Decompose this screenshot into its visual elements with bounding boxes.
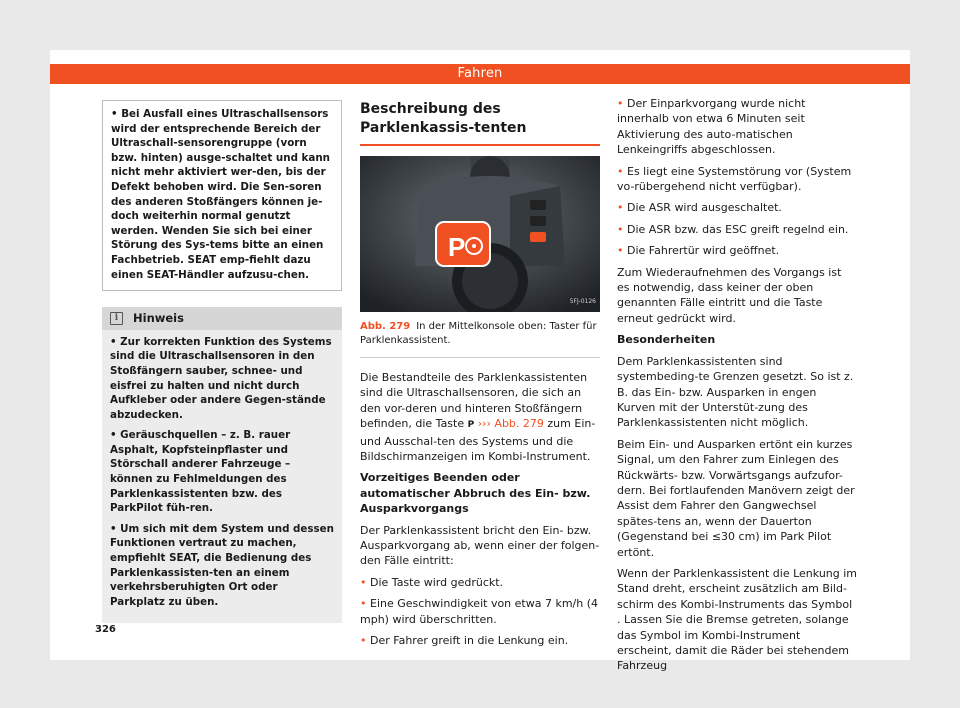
note-item: • Zur korrekten Funktion des Systems sind die Ultraschallsensoren in den Stoßfängern sauber, schnee- und eisfrei zu halten und nicht durch Aufkleber oder andere Gegen-stände abzudecken. bbox=[110, 335, 332, 421]
bullet-icon: • bbox=[110, 335, 121, 348]
bullet-icon: • bbox=[617, 97, 627, 110]
list-item: • Die ASR bzw. das ESC greift regelnd ein. bbox=[617, 222, 849, 236]
figure-reference-link[interactable]: ››› Abb. 279 bbox=[477, 417, 544, 431]
figure-code: 5FJ-0126 bbox=[569, 297, 596, 305]
page-number: 326 bbox=[95, 624, 116, 635]
caption-label: Abb. 279 bbox=[360, 321, 411, 332]
info-icon: i bbox=[110, 312, 123, 325]
section-heading: Beschreibung des Parklenkassis-tenten bbox=[360, 101, 527, 136]
note-box bbox=[102, 307, 342, 623]
list-item: • Der Fahrer greift in die Lenkung ein. bbox=[360, 634, 569, 648]
bullet-icon: • bbox=[360, 575, 370, 589]
park-assist-button-icon: P bbox=[467, 420, 475, 431]
bullet-icon: • bbox=[110, 522, 121, 535]
list-item: • Die Taste wird gedrückt. bbox=[360, 575, 504, 589]
bullet-icon: • bbox=[617, 244, 627, 258]
paragraph: Zum Wiederaufnehmen des Vorgangs ist es notwendig, dass keiner der oben genannten Fälle eintritt und die Taste erneut gedrückt wird. bbox=[617, 265, 842, 325]
center-console-illustration bbox=[360, 156, 600, 312]
section-header: Fahren bbox=[50, 64, 910, 84]
paragraph: Dem Parklenkassistenten sind systembeding-te Grenzen gesetzt. So ist z. B. das Ein- bzw. Ausparken in engen Kurven mit der Unterstüt-zung des Parklenkassistenten nicht möglich. bbox=[617, 354, 854, 430]
paragraph: Beim Ein- und Ausparken ertönt ein kurzes Signal, um den Fahrer zum Einlegen des Rückwärts- bzw. Vorwärtsgangs aufzufor-dern. Bei fortlaufenden Manövern zeigt der Assist dem Fahrer den Gangwechsel spätes-tens an, wenn der Dauerton (Gegenstand bei ≤30 cm) im Park Pilot ertönt. bbox=[617, 437, 855, 559]
paragraph: Die Bestandteile des Parklenkassistenten sind die Ultraschallsensoren, die sich an den vor-deren und hinteren Stoßfängern befinden, die Taste P ››› Abb. 279 zum Ein- und Ausschal-ten des Systems und die Bildschirmanzeigen im Kombi-Instrument. bbox=[360, 371, 596, 464]
bullet-icon: • bbox=[617, 164, 627, 178]
paragraph: Der Parklenkassistent bricht den Ein- bzw. Ausparkvorgang ab, wenn einer der folgen-den Fälle eintritt: bbox=[360, 523, 600, 568]
caption-text: In der Mittelkonsole oben: Taster für Parklenkassistent. bbox=[360, 321, 597, 346]
svg-text:P: P bbox=[448, 232, 466, 262]
note-header bbox=[102, 307, 342, 330]
list-item: • Der Einparkvorgang wurde nicht innerhalb von etwa 6 Minuten seit Aktivierung des auto-matischen Lenkeingriffs abgeschlossen. bbox=[617, 97, 806, 157]
list-item: • Die Fahrertür wird geöffnet. bbox=[617, 244, 780, 258]
subheading: Vorzeitiges Beenden oder automatischer Abbruch des Ein- bzw. Ausparkvorgangs bbox=[360, 471, 591, 516]
subheading: Besonderheiten bbox=[617, 333, 716, 347]
column-middle bbox=[360, 96, 600, 655]
list-item: • Die ASR wird ausgeschaltet. bbox=[617, 201, 782, 215]
bullet-icon: • bbox=[110, 429, 121, 442]
list-item: • Es liegt eine Systemstörung vor (System vo-rübergehend nicht verfügbar). bbox=[617, 164, 852, 194]
column-left bbox=[102, 100, 342, 623]
note-item: • Um sich mit dem System und dessen Funktionen vertraut zu machen, empfiehlt SEAT, die Bedienung des Parklenkassisten-ten an einem verkehrsberuhigten Ort oder Parkplatz zu üben. bbox=[110, 522, 334, 608]
note-body bbox=[102, 330, 342, 624]
bullet-icon: • bbox=[617, 222, 627, 236]
list-item: • Eine Geschwindigkeit von etwa 7 km/h (4 mph) wird überschritten. bbox=[360, 597, 599, 626]
bullet-icon: • bbox=[360, 634, 370, 648]
bullet-icon: • bbox=[111, 108, 118, 120]
warning-text: Bei Ausfall eines Ultraschallsensors wird der entsprechende Bereich der Ultraschall-sensorengruppe (vorn bzw. hinten) ausge-schaltet und kann nicht mehr aktiviert wer-den, bis der Defekt behoben wird. Die Sen-soren des anderen Stoßfängers können je-doch weiterhin normal genutzt werden. Wenden Sie sich bei einer Störung des Sys-tems bitte an einen Fachbetrieb. SEAT emp-fiehlt dazu einen SEAT-Händler aufzusu-chen. bbox=[111, 108, 330, 281]
column-right bbox=[617, 96, 857, 680]
note-item: • Geräuschquellen – z. B. rauer Asphalt, Kopfsteinpflaster und Störschall anderer Fahrzeuge – können zu Fehlmeldungen des Parklenkassistenten bzw. des ParkPilot füh-ren. bbox=[110, 429, 291, 515]
note-title: Hinweis bbox=[133, 311, 184, 326]
paragraph: Wenn der Parklenkassistent die Lenkung im Stand dreht, erscheint zusätzlich am Bild-schirm des Kombi-Instruments das Symbol . Lassen Sie die Bremse getreten, solange das Symbol im Kombi-Instrument erscheint, damit die Räder bei stehendem Fahrzeug bbox=[617, 566, 858, 673]
warning-box bbox=[102, 100, 342, 291]
bullet-icon: • bbox=[360, 597, 370, 611]
figure-caption bbox=[360, 320, 600, 358]
heading-divider bbox=[360, 144, 600, 146]
bullet-icon: • bbox=[617, 201, 627, 215]
figure-center-console bbox=[360, 156, 600, 312]
